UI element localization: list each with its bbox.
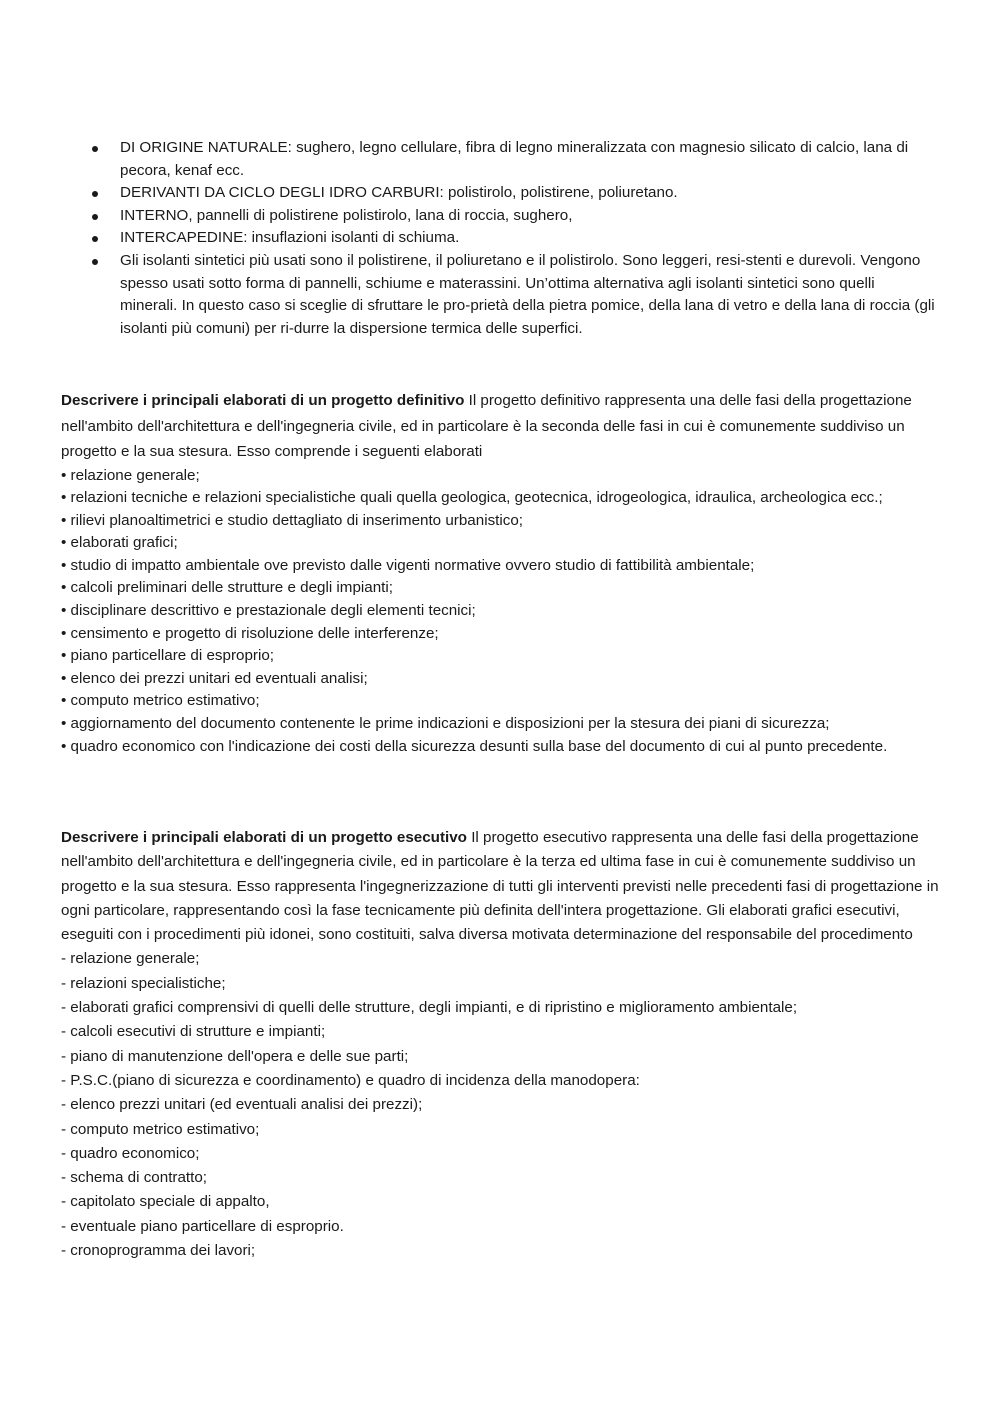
esecutivo-list-item: - cronoprogramma dei lavori; <box>61 1242 256 1260</box>
esecutivo-list-item: - P.S.C.(piano di sicurezza e coordinamento) e quadro di incidenza della manodopera: <box>61 1071 640 1089</box>
bullet-item <box>90 205 935 228</box>
definitivo-list-item: • calcoli preliminari delle strutture e degli impianti; <box>61 579 393 597</box>
bullet-dot <box>92 191 98 197</box>
progetto-esecutivo-section <box>61 826 941 1263</box>
esecutivo-list-item: - piano di manutenzione dell'opera e delle sue parti; <box>61 1047 409 1065</box>
esecutivo-list-item: - elaborati grafici comprensivi di quelli delle strutture, degli impianti, e di ripristino e miglioramento ambientale; <box>61 999 798 1017</box>
esecutivo-list-item: - eventuale piano particellare di esproprio. <box>61 1217 344 1235</box>
definitivo-list-item: • elenco dei prezzi unitari ed eventuali analisi; <box>61 669 368 687</box>
bullet-item <box>90 182 935 205</box>
definitivo-list-item: • aggiornamento del documento contenente le prime indicazioni e disposizioni per la stesura dei piani di sicurezza; <box>61 715 830 733</box>
bullet-item <box>90 250 935 340</box>
esecutivo-list-item: - capitolato speciale di appalto, <box>61 1193 270 1211</box>
esecutivo-list-item: - elenco prezzi unitari (ed eventuali analisi dei prezzi); <box>61 1096 423 1114</box>
esecutivo-heading: Descrivere i principali elaborati di un progetto esecutivo <box>61 829 467 846</box>
definitivo-list-item: • relazione generale; <box>61 466 200 484</box>
bullet-text: INTERCAPEDINE: insuflazioni isolanti di schiuma. <box>120 229 460 247</box>
bullet-text: DI ORIGINE NATURALE: sughero, legno cellulare, fibra di legno mineralizzata con magnesio silicato di calcio, lana di pecora, kenaf ecc. <box>120 139 909 179</box>
definitivo-list-item: • rilievi planoaltimetrici e studio dettagliato di inserimento urbanistico; <box>61 511 524 529</box>
esecutivo-list-item: - relazioni specialistiche; <box>61 974 226 992</box>
definitivo-heading: Descrivere i principali elaborati di un progetto definitivo <box>61 392 465 409</box>
bullet-item <box>90 137 935 182</box>
esecutivo-list-item: - relazione generale; <box>61 950 200 968</box>
esecutivo-list-item: - quadro economico; <box>61 1144 200 1162</box>
definitivo-intro: Il progetto definitivo rappresenta una delle fasi della progettazione nell'ambito dell'architettura e dell'ingegneria civile, ed in particolare è la seconda delle fasi in cui è comunemente suddiviso un progetto e la sua stesura. Esso comprende i seguenti elaborati <box>61 392 912 460</box>
bullet-dot <box>92 259 98 265</box>
definitivo-list-item: • disciplinare descrittivo e prestazionale degli elementi tecnici; <box>61 602 476 620</box>
progetto-definitivo-section <box>61 388 941 758</box>
esecutivo-list-item: - computo metrico estimativo; <box>61 1120 260 1138</box>
definitivo-intro-paragraph <box>61 388 941 465</box>
bullet-item <box>90 227 935 250</box>
definitivo-list-item: • elaborati grafici; <box>61 534 178 552</box>
bullet-text: DERIVANTI DA CICLO DEGLI IDRO CARBURI: polistirolo, polistirene, poliuretano. <box>120 184 678 202</box>
esecutivo-intro: Il progetto esecutivo rappresenta una delle fasi della progettazione nell'ambito dell'architettura e dell'ingegneria civile, ed in particolare è la terza ed ultima fase in cui è comunemente suddiviso un progetto e la sua stesura. Esso rappresenta l'ingegnerizzazione di tutti gli interventi previsti nelle precedenti fasi di progettazione in ogni particolare, rappresentando così la fase tecnicamente più definita dell'intera progettazione. Gli elaborati grafici esecutivi, eseguiti con i procedimenti più idonei, sono costituiti, salva diversa motivata determinazione del responsabile del procedimento <box>61 829 939 944</box>
bullet-dot <box>92 214 98 220</box>
bullet-text: Gli isolanti sintetici più usati sono il polistirene, il poliuretano e il polistirolo. Sono leggeri, resi-stenti e durevoli. Vengono spesso usati sotto forma di pannelli, schiume e materassini. Un’ottima alternativa agli isolanti sintetici sono quelli minerali. In questo caso si sceglie di sfruttare le pro-prietà della pietra pomice, della lana di vetro e della lana di roccia (gli isolanti più comuni) per ri-durre la dispersione termica delle superfici. <box>120 251 935 337</box>
esecutivo-list-item: - calcoli esecutivi di strutture e impianti; <box>61 1023 326 1041</box>
definitivo-list-item: • computo metrico estimativo; <box>61 692 260 710</box>
bullet-dot <box>92 236 98 242</box>
esecutivo-intro-paragraph <box>61 826 941 947</box>
definitivo-list-item: • censimento e progetto di risoluzione delle interferenze; <box>61 624 439 642</box>
esecutivo-list-item: - schema di contratto; <box>61 1169 208 1187</box>
bullet-text: INTERNO, pannelli di polistirene polistirolo, lana di roccia, sughero, <box>120 206 573 224</box>
definitivo-list-item: • relazioni tecniche e relazioni specialistiche quali quella geologica, geotecnica, idrogeologica, idraulica, archeologica ecc.; <box>61 489 883 507</box>
insulation-bullet-list <box>90 137 935 340</box>
definitivo-list-item: • piano particellare di esproprio; <box>61 647 274 665</box>
definitivo-list-item: • quadro economico con l'indicazione dei costi della sicurezza desunti sulla base del documento di cui al punto precedente. <box>61 737 888 755</box>
definitivo-list-item: • studio di impatto ambientale ove previsto dalle vigenti normative ovvero studio di fattibilità ambientale; <box>61 556 755 574</box>
bullet-dot <box>92 146 98 152</box>
